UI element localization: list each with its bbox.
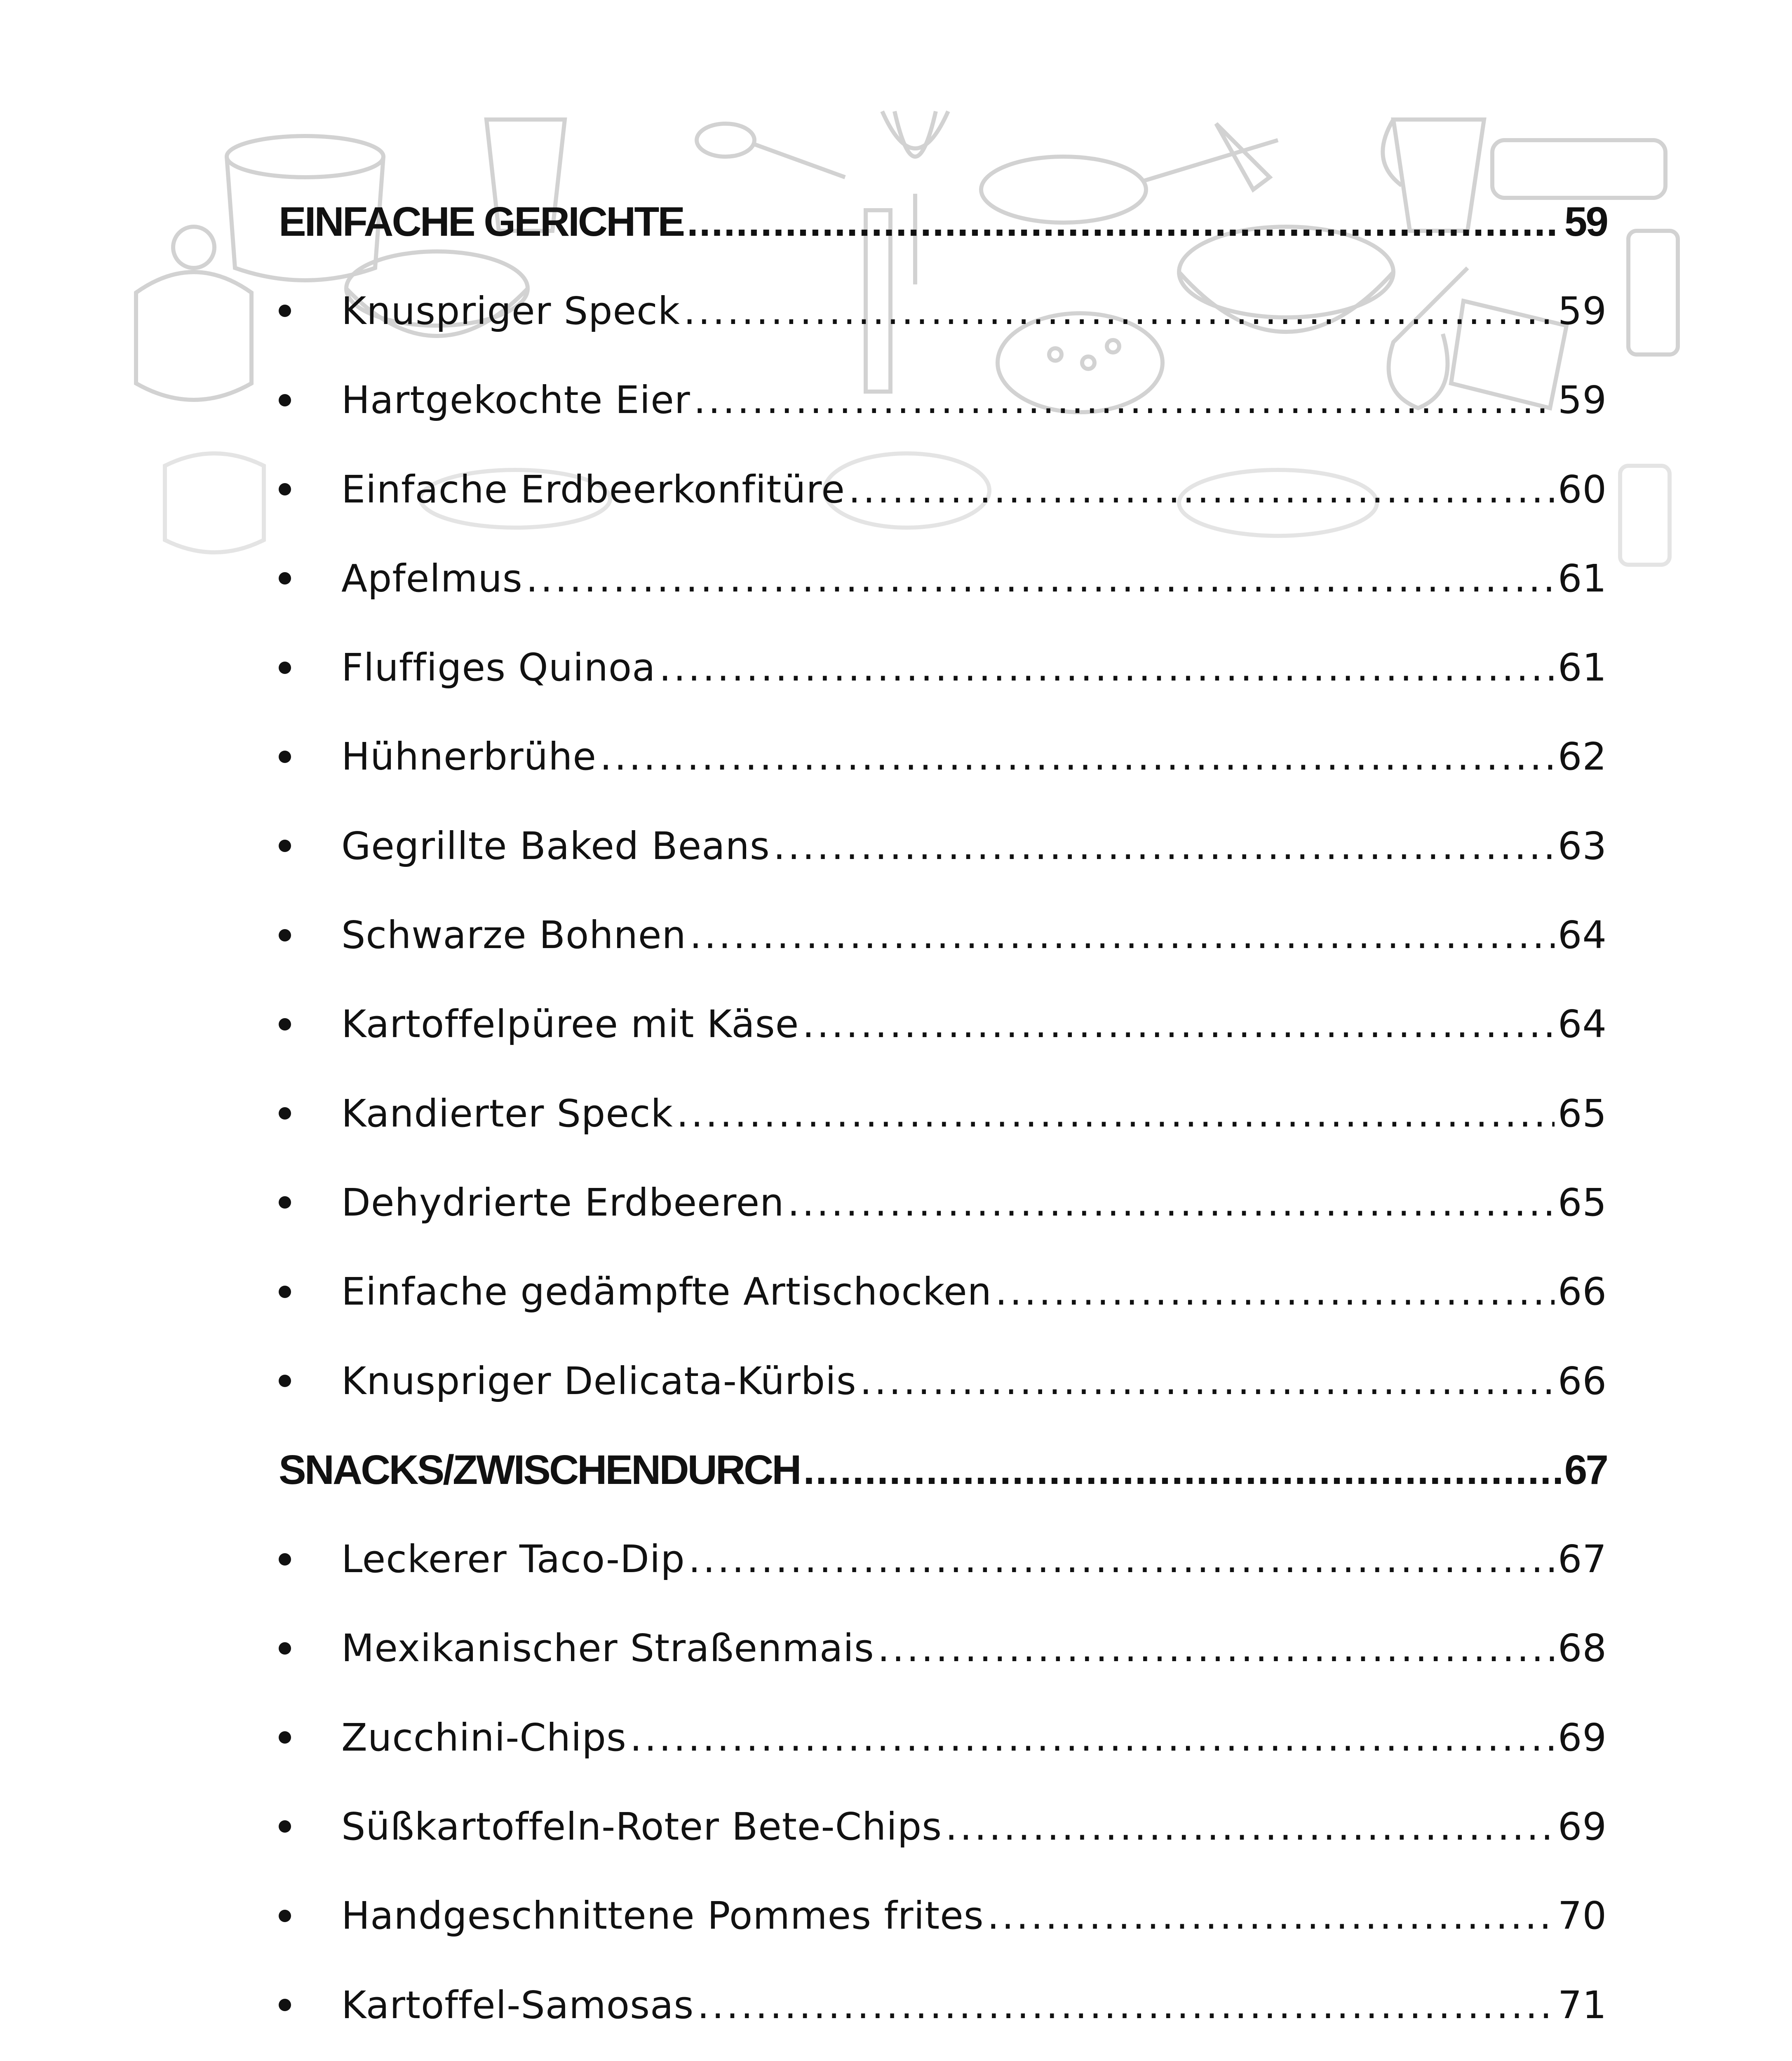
dot-leader: [945, 1805, 1555, 1849]
toc-entry[interactable]: [279, 1336, 1607, 1425]
page-number: 64: [1557, 1002, 1607, 1047]
page-number: 63: [1557, 824, 1607, 868]
toc-entry[interactable]: [279, 1604, 1607, 1693]
page-number: 62: [1557, 735, 1607, 779]
page-number: 59: [1557, 378, 1607, 423]
bullet-icon: [279, 1196, 291, 1209]
entry-title: Zucchini-Chips: [341, 1715, 627, 1760]
dot-leader: [987, 1894, 1555, 1938]
entry-title: Gegrillte Baked Beans: [341, 824, 770, 868]
page-number: 59: [1564, 198, 1607, 245]
toc-entry[interactable]: [279, 2049, 1607, 2061]
dot-leader: [600, 735, 1555, 779]
bullet-icon: [279, 1375, 291, 1387]
entry-title: Leckerer Taco-Dip: [341, 1537, 685, 1582]
toc-section-heading[interactable]: [279, 1425, 1607, 1514]
toc-entry[interactable]: [279, 1871, 1607, 1960]
toc-section-heading[interactable]: [279, 177, 1607, 266]
toc-entry[interactable]: [279, 712, 1607, 801]
dot-leader: [526, 556, 1555, 601]
bullet-icon: [279, 1107, 291, 1120]
toc-entry[interactable]: [279, 623, 1607, 712]
entry-title: Süßkartoffeln-Roter Bete-Chips: [341, 1804, 942, 1849]
page-number: 69: [1557, 1804, 1607, 1849]
entry-title: Hühnerbrühe: [341, 735, 597, 779]
dot-leader: [773, 824, 1555, 868]
entry-title: Einfache Erdbeerkonfitüre: [341, 467, 845, 512]
toc-entry[interactable]: [279, 266, 1607, 355]
dot-leader: [787, 1181, 1555, 1225]
bullet-icon: [279, 929, 291, 941]
toc-entry[interactable]: [279, 1782, 1607, 1871]
page-number: 66: [1557, 1270, 1607, 1314]
page-number: 67: [1557, 1537, 1607, 1582]
dot-leader: [676, 1092, 1555, 1136]
bullet-icon: [279, 1910, 291, 1922]
page-number: 60: [1557, 467, 1607, 512]
dot-leader: [630, 1716, 1555, 1760]
page-number: 64: [1557, 913, 1607, 958]
toc-entry[interactable]: [279, 534, 1607, 623]
toc-entry[interactable]: [279, 1069, 1607, 1158]
dot-leader: [848, 467, 1555, 512]
toc-entry[interactable]: [279, 1960, 1607, 2049]
dot-leader: [995, 1270, 1555, 1314]
dot-leader: [802, 1002, 1555, 1046]
page-number: 61: [1557, 556, 1607, 601]
dot-leader: [803, 1446, 1561, 1494]
dot-leader: [860, 1359, 1555, 1403]
page-number: 68: [1557, 1626, 1607, 1671]
entry-title: Kartoffel-Samosas: [341, 1983, 694, 2027]
dot-leader: [683, 289, 1555, 333]
dot-leader: [688, 1537, 1555, 1581]
dot-leader: [690, 913, 1555, 957]
bullet-icon: [279, 1999, 291, 2011]
toc-entry[interactable]: [279, 980, 1607, 1069]
toc-entry[interactable]: [279, 445, 1607, 534]
page-number: 65: [1557, 1091, 1607, 1136]
entry-title: Mexikanischer Straßenmais: [341, 1626, 874, 1671]
page-number: 66: [1557, 1359, 1607, 1403]
bullet-icon: [279, 483, 291, 495]
page-number: 69: [1557, 1715, 1607, 1760]
bullet-icon: [279, 1642, 291, 1655]
dot-leader: [878, 1626, 1555, 1670]
toc-entry[interactable]: [279, 1247, 1607, 1336]
page-number: 70: [1557, 1894, 1607, 1938]
toc-entry[interactable]: [279, 801, 1607, 890]
bullet-icon: [279, 840, 291, 852]
page-number: 59: [1557, 289, 1607, 333]
entry-title: Knuspriger Delicata-Kürbis: [341, 1359, 857, 1403]
toc-entry[interactable]: [279, 890, 1607, 979]
bullet-icon: [279, 305, 291, 317]
bullet-icon: [279, 1731, 291, 1744]
bullet-icon: [279, 394, 291, 406]
toc-entry[interactable]: [279, 1514, 1607, 1603]
section-title: EINFACHE GERICHTE: [279, 198, 684, 245]
table-of-contents: [279, 177, 1607, 2061]
page-number: 71: [1557, 1983, 1607, 2027]
entry-title: Dehydrierte Erdbeeren: [341, 1180, 784, 1225]
entry-title: Handgeschnittene Pommes frites: [341, 1894, 984, 1938]
page-number: 67: [1564, 1446, 1607, 1493]
page-number: 65: [1557, 1180, 1607, 1225]
entry-title: Hartgekochte Eier: [341, 378, 690, 423]
entry-title: Einfache gedämpfte Artischocken: [341, 1270, 992, 1314]
entry-title: Apfelmus: [341, 556, 523, 601]
dot-leader: [659, 646, 1555, 690]
bullet-icon: [279, 572, 291, 584]
bullet-icon: [279, 751, 291, 763]
entry-title: Schwarze Bohnen: [341, 913, 686, 958]
dot-leader: [697, 1983, 1555, 2027]
toc-entry[interactable]: [279, 1693, 1607, 1782]
bullet-icon: [279, 662, 291, 674]
entry-title: Fluffiges Quinoa: [341, 646, 656, 690]
entry-title: Kandierter Speck: [341, 1091, 673, 1136]
dot-leader: [694, 378, 1555, 422]
entry-title: Knuspriger Speck: [341, 289, 680, 333]
bullet-icon: [279, 1553, 291, 1566]
bullet-icon: [279, 1820, 291, 1833]
page-number: 61: [1557, 646, 1607, 690]
toc-entry[interactable]: [279, 356, 1607, 445]
toc-entry[interactable]: [279, 1158, 1607, 1247]
bullet-icon: [279, 1286, 291, 1298]
entry-title: Kartoffelpüree mit Käse: [341, 1002, 799, 1047]
dot-leader: [687, 198, 1561, 246]
bullet-icon: [279, 1018, 291, 1030]
section-title: SNACKS/ZWISCHENDURCH: [279, 1446, 800, 1493]
